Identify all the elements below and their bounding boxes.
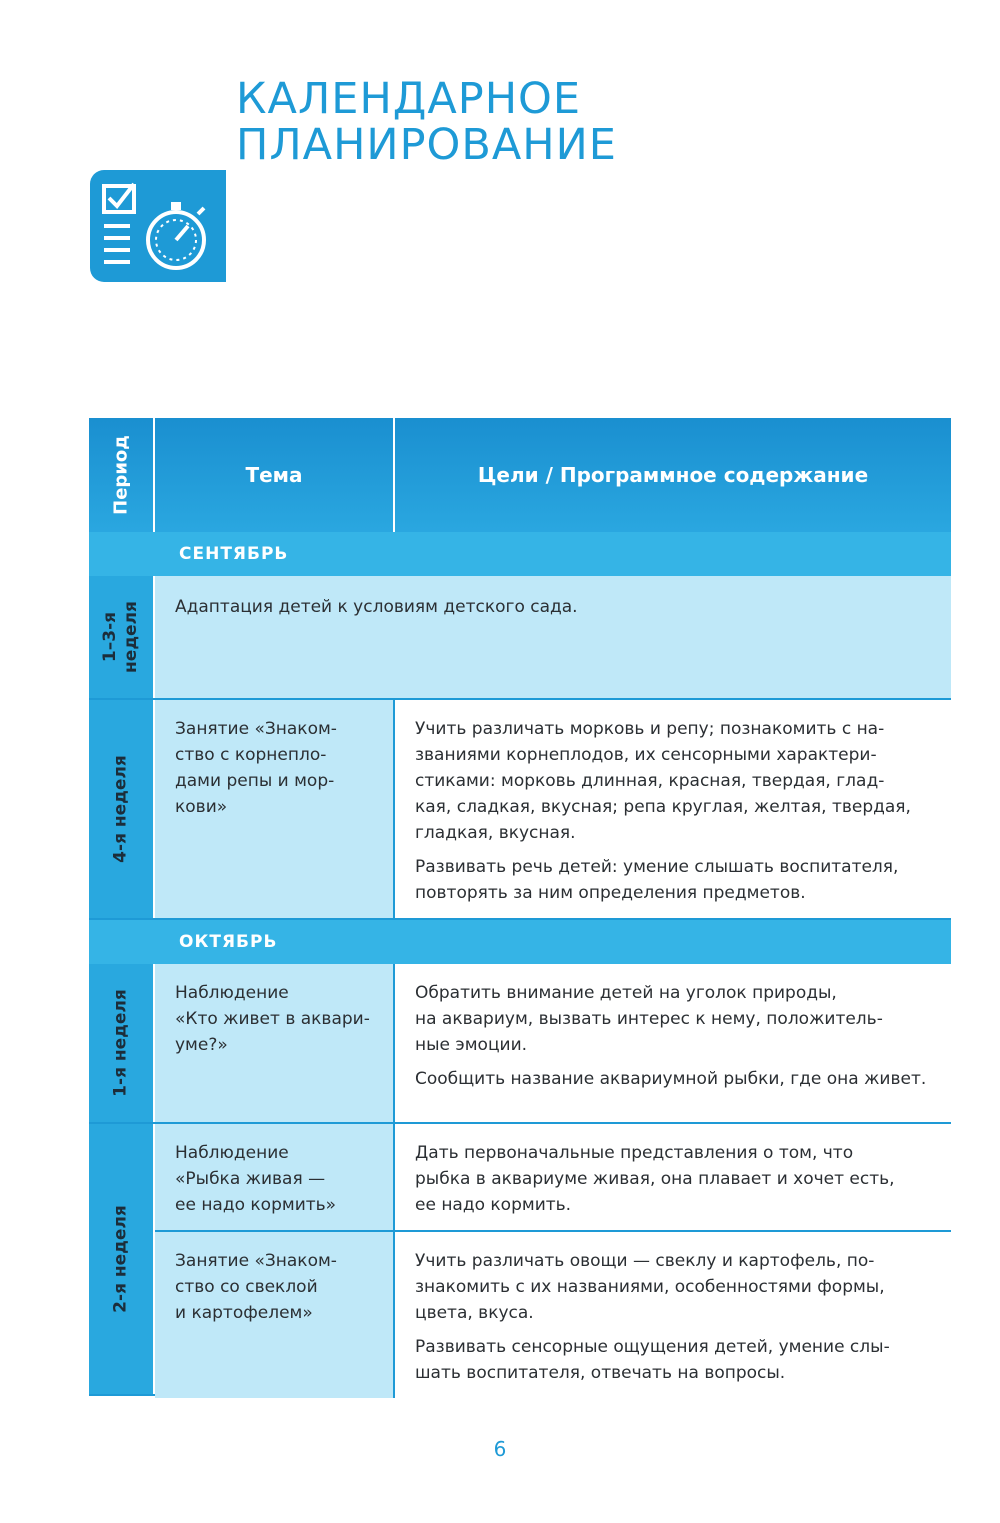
sub-row (155, 700, 951, 918)
month-september: СЕНТЯБРЬ (89, 532, 951, 576)
sub-row (155, 1124, 951, 1230)
header-topic: Тема (155, 418, 395, 532)
period-label: 1-я неделя (110, 989, 131, 1097)
goals-cell (395, 700, 951, 918)
period-cell (89, 964, 155, 1122)
row-body (155, 700, 951, 918)
sub-row (155, 1230, 951, 1398)
month-october: ОКТЯБРЬ (89, 920, 951, 964)
goals-cell (395, 1124, 951, 1230)
period-cell (89, 576, 155, 698)
topic-cell: Занятие «Знаком- ство со свеклой и картофелем» (155, 1232, 395, 1398)
topic-cell: Занятие «Знаком- ство с корнепло- дами репы и мор- кови» (155, 700, 395, 918)
page-number: 6 (493, 1437, 507, 1461)
row-body (155, 1124, 951, 1394)
period-label: 2-я неделя (110, 1205, 131, 1313)
header-period-cell (89, 418, 155, 532)
stopwatch-icon (90, 170, 226, 282)
header-period: Период (110, 435, 132, 515)
topic-cell: Наблюдение «Рыбка живая — ее надо кормить» (155, 1124, 395, 1230)
topic-cell: Наблюдение «Кто живет в аквари- уме?» (155, 964, 395, 1122)
topic-cell-full: Адаптация детей к условиям детского сада. (155, 576, 951, 698)
period-label: 4-я неделя (110, 755, 131, 863)
period-cell (89, 700, 155, 918)
table-row (89, 576, 951, 700)
goal-paragraph: Обратить внимание детей на уголок природы, на аквариум, вызвать интерес к нему, положитель- ные эмоции. (415, 983, 883, 1055)
table-row (89, 700, 951, 920)
table-row (89, 964, 951, 1124)
goals-cell (395, 1232, 951, 1398)
sub-row (155, 964, 951, 1122)
row-body (155, 964, 951, 1122)
title-line-2: ПЛАНИРОВАНИЕ (236, 120, 617, 170)
goal-paragraph: Дать первоначальные представления о том, что рыбка в аквариуме живая, она плавает и хочет есть, ее надо кормить. (415, 1143, 895, 1215)
calendar-table (89, 418, 951, 1396)
goal-paragraph: Учить различать овощи — свеклу и картофель, по- знакомить с их названиями, особенностями формы, цвета, вкуса. (415, 1251, 885, 1323)
goal-paragraph: Учить различать морковь и репу; познакомить с на- званиями корнеплодов, их сенсорными характери- стиками: морковь длинная, красная, твердая, глад- кая, сладкая, вкусная; репа круглая, желтая, твердая, гладкая, вкусная. (415, 719, 911, 843)
period-label: 1–3-я неделя (100, 601, 141, 673)
header-goals: Цели / Программное содержание (477, 463, 869, 487)
table-header (89, 418, 951, 532)
period-cell (89, 1124, 155, 1394)
goal-paragraph: Сообщить название аквариумной рыбки, где она живет. (415, 1069, 927, 1089)
section-badge (90, 170, 226, 282)
page-title (236, 76, 617, 168)
title-line-1: КАЛЕНДАРНОЕ (236, 74, 582, 124)
goals-cell (395, 964, 951, 1122)
table-row (89, 1124, 951, 1396)
goal-paragraph: Развивать речь детей: умение слышать воспитателя, повторять за ним определения предметов. (415, 857, 899, 903)
goal-paragraph: Развивать сенсорные ощущения детей, умение слы- шать воспитателя, отвечать на вопросы. (415, 1337, 890, 1383)
